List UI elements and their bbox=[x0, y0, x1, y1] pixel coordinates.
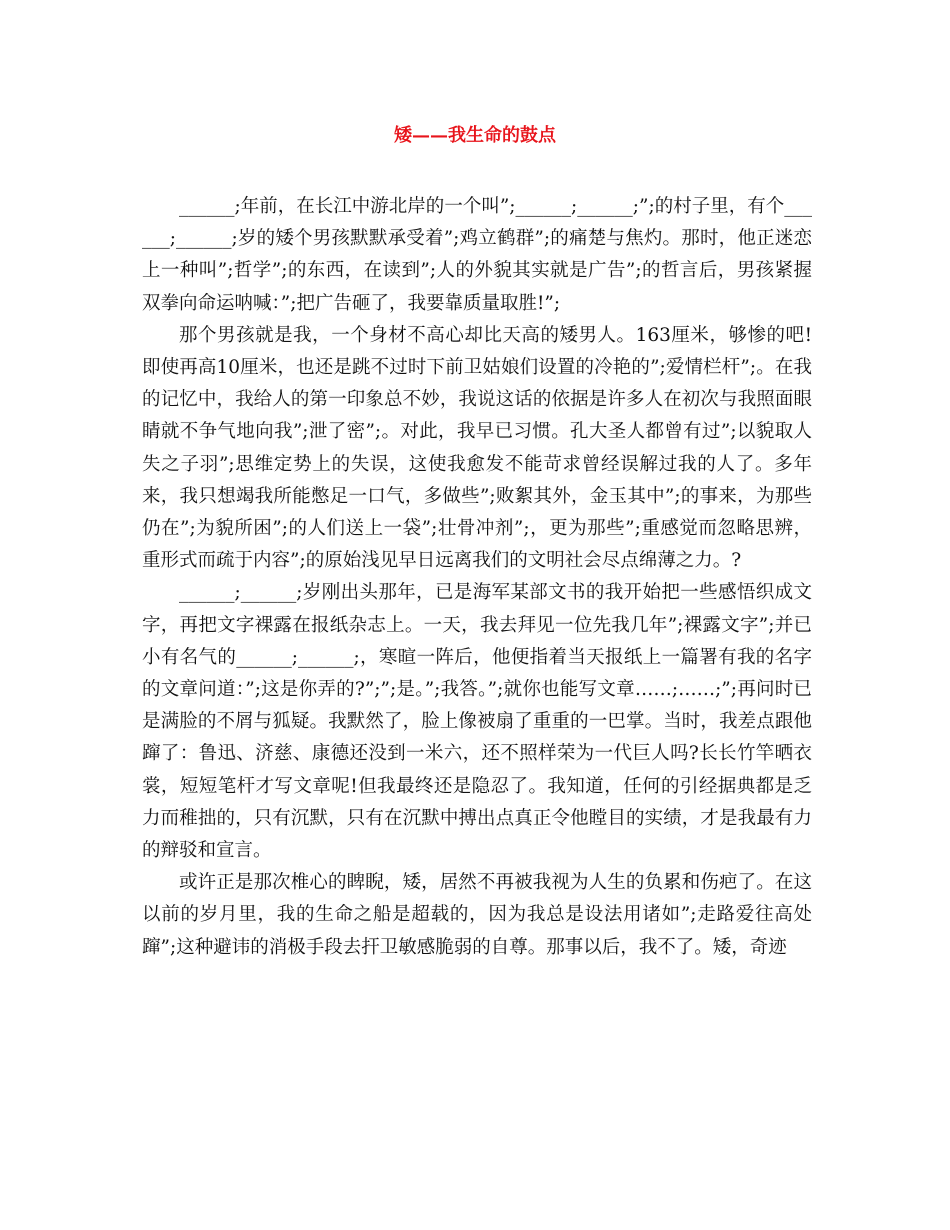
paragraph-3: ______;______;岁刚出头那年，已是海军某部文书的我开始把一些感悟织成文字，再把文字裸露在报纸杂志上。一天，我去拜见一位先我几年”;裸露文字”;并已小有名气的______;______;，寒暄一阵后，他便指着当天报纸上一篇署有我的名字的文章问道：”;这是你弄的?”;”;是。”;我答。”;就你也能写文章……;……;”;再问时已是满脸的不屑与狐疑。我默然了，脸上像被扇了重重的一巴掌。当时，我差点跟他蹿了：鲁迅、济慈、康德还没到一米六，还不照样荣为一代巨人吗?长长竹竿晒衣裳，短短笔杆才写文章呢!但我最终还是隐忍了。我知道，任何的引经据典都是乏力而稚拙的，只有沉默，只有在沉默中搏出点真正令他瞠目的实绩，才是我最有力的辩驳和宣言。 bbox=[142, 582, 813, 862]
document-body bbox=[142, 191, 812, 964]
document-title: 矮——我生命的鼓点 bbox=[394, 125, 556, 146]
paragraph-1: ______;年前，在长江中游北岸的一个叫”;______;______;”;的村子里，有个______;______;岁的矮个男孩默默承受着”;鸡立鹤群”;的痛楚与焦灼。那时，他正迷恋上一种叫”;哲学”;的东西，在读到”;人的外貌其实就是广告”;的哲言后，男孩紧握双拳向命运呐喊：”;把广告砸了，我要靠质量取胜!”; bbox=[142, 196, 812, 314]
paragraph-4: 或许正是那次椎心的睥睨，矮，居然不再被我视为人生的负累和伤疤了。在这以前的岁月里，我的生命之船是超载的，因为我总是设法用诸如”;走路爱往高处蹿”;这种避讳的消极手段去扞卫敏感脆弱的自尊。那事以后，我不了。矮，奇迹 bbox=[142, 872, 812, 958]
paragraph-2: 那个男孩就是我，一个身材不高心却比天高的矮男人。163厘米，够惨的吧!即使再高10厘米，也还是跳不过时下前卫姑娘们设置的冷艳的”;爱情栏杆”;。在我的记忆中，我给人的第一印象总不妙，我说这话的依据是许多人在初次与我照面眼睛就不争气地向我”;泄了密”;。对此，我早已习惯。孔大圣人都曾有过”;以貌取人失之子羽”;思维定势上的失误，这使我愈发不能苛求曾经误解过我的人了。多年来，我只想竭我所能憋足一口气，多做些”;败絮其外，金玉其中”;的事来，为那些仍在”;为貌所困”;的人们送上一袋”;壮骨冲剂”;，更为那些”;重感觉而忽略思辨，重形式而疏于内容”;的原始浅见早日远离我们的文明社会尽点绵薄之力。? bbox=[142, 324, 812, 572]
